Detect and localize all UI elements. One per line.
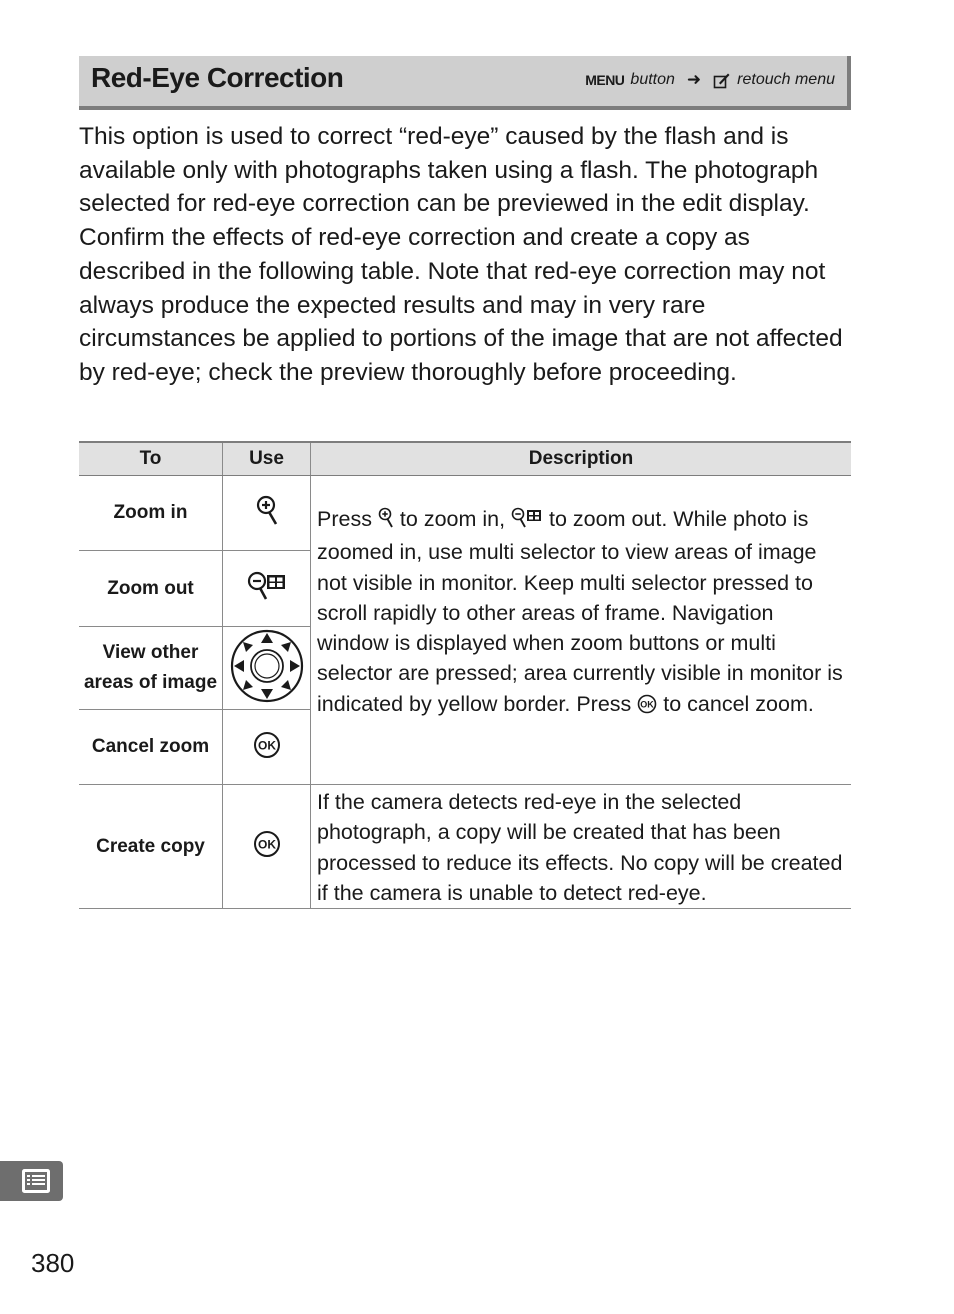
controls-table <box>79 441 851 909</box>
row-action-label: View other areas of image <box>79 627 223 710</box>
row-action-label: Create copy <box>79 785 223 909</box>
menu-key-label: MENU <box>585 72 625 88</box>
multi-selector-icon <box>230 629 304 708</box>
header-description: Description <box>311 442 852 476</box>
retouch-menu-label: retouch menu <box>737 71 835 88</box>
zoom-description <box>311 476 852 785</box>
zoom-desc-text: to cancel zoom. <box>657 691 814 716</box>
ok-button-icon <box>253 830 281 863</box>
arrow-icon: ➜ <box>686 70 702 89</box>
section-title-bar <box>79 56 851 110</box>
zoom-desc-text: to zoom out. While photo is zoomed in, use multi selector to view areas of image not visible in monitor. Keep multi selector pressed to scroll rapidly to other areas of frame. Navigation window is displayed when zoom buttons or multi selector are pressed; area currently visible in monitor is indicated by yellow border. Press <box>317 507 843 716</box>
side-tab <box>0 1161 63 1201</box>
row-action-label: Zoom in <box>79 476 223 551</box>
row-use-cell <box>223 785 311 909</box>
table-row <box>79 476 851 551</box>
header-to: To <box>79 442 223 476</box>
svg-text:OK: OK <box>640 699 655 710</box>
copy-description: If the camera detects red-eye in the selected photograph, a copy will be created that has been processed to reduce its effects. No copy will be created if the camera is unable to detect red-eye. <box>311 785 852 909</box>
table-header-row <box>79 442 851 476</box>
header-use: Use <box>223 442 311 476</box>
zoom-in-icon <box>255 495 279 532</box>
page-number: 380 <box>31 1248 75 1278</box>
row-use-cell <box>223 710 311 785</box>
zoom-desc-text: to zoom in, <box>393 507 512 531</box>
zoom-out-icon <box>246 570 288 607</box>
intro-paragraph: This option is used to correct “red-eye” caused by the flash and is available only with photographs taken using a flash. The photograph selected for red-eye correction can be previewed in the edit display. Confirm the effects of red-eye correction and create a copy as described in the following table. Note that red-eye correction may not always produce the expected results and may in very rare circumstances be applied to portions of the image that are not affected by red-eye; check the preview thoroughly before proceeding. <box>79 123 843 386</box>
zoom-desc-text: Press <box>317 507 378 531</box>
retouch-menu-icon <box>713 71 731 89</box>
svg-text:OK: OK <box>257 837 276 852</box>
zoom-out-icon <box>511 507 543 537</box>
table-row <box>79 785 851 909</box>
ok-button-icon <box>253 731 281 764</box>
button-label: button <box>630 71 675 88</box>
menu-breadcrumb <box>585 70 835 90</box>
page-title: Red-Eye Correction <box>91 62 344 93</box>
menu-list-icon <box>21 1167 51 1195</box>
zoom-in-icon <box>378 507 394 537</box>
ok-button-icon <box>637 692 657 722</box>
row-action-label: Cancel zoom <box>79 710 223 785</box>
row-action-label: Zoom out <box>79 551 223 627</box>
row-use-cell <box>223 476 311 551</box>
svg-text:OK: OK <box>257 738 276 752</box>
row-use-cell <box>223 551 311 627</box>
row-use-cell <box>223 627 311 710</box>
